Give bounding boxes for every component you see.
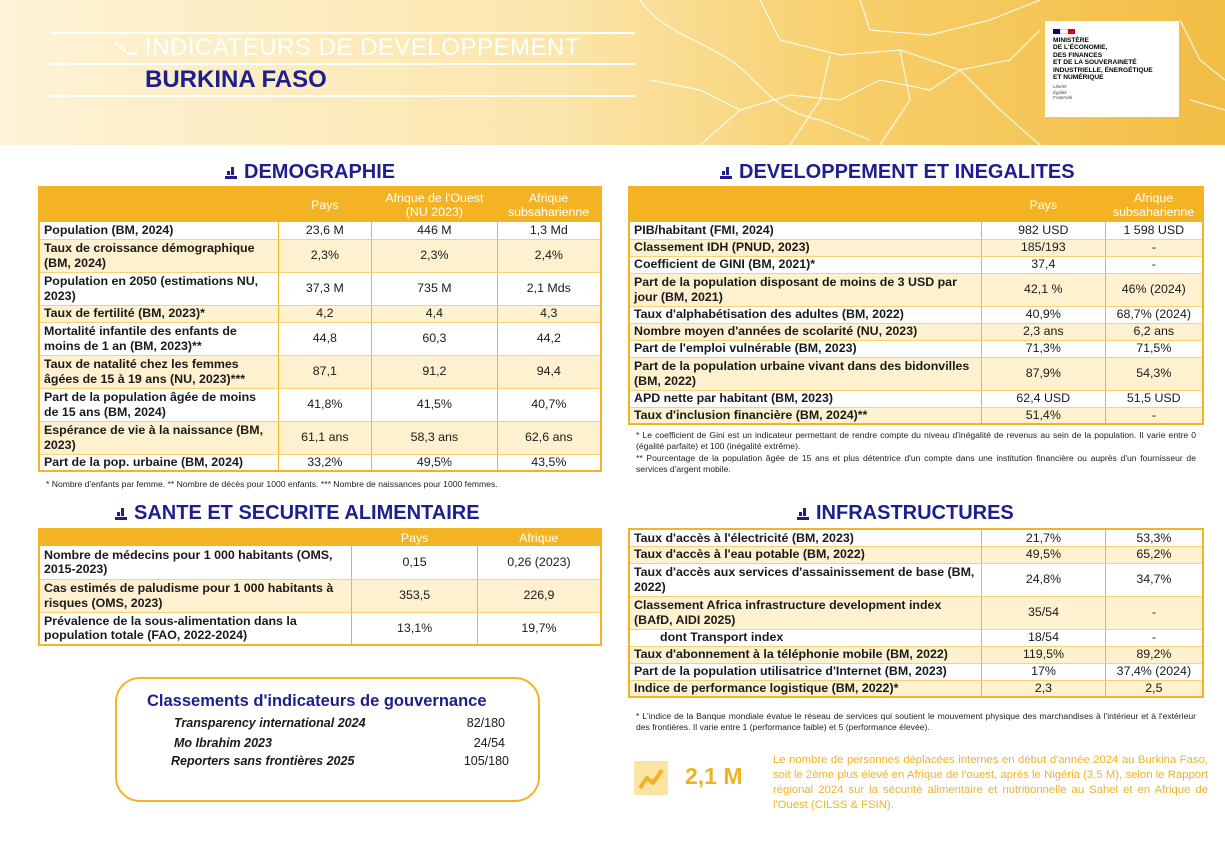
row-value: 18/54 <box>982 629 1106 646</box>
table-row <box>39 272 601 305</box>
table-row <box>629 546 1203 563</box>
governance-title: Classements d'indicateurs de gouvernance <box>147 692 487 710</box>
sante-table <box>38 528 602 646</box>
row-value: 353,5 <box>352 579 478 612</box>
row-value: 40,9% <box>982 306 1106 323</box>
row-label: Coefficient de GINI (BM, 2021)* <box>629 256 982 273</box>
row-value: 37,4 <box>982 256 1106 273</box>
table-row <box>629 256 1203 273</box>
table-row <box>39 239 601 272</box>
row-value: 44,2 <box>497 322 601 355</box>
row-label: Classement Africa infrastructure development index (BAfD, AIDI 2025) <box>629 596 982 629</box>
row-value: 4,4 <box>372 305 497 322</box>
table-row <box>629 273 1203 306</box>
row-value: 2,3 ans <box>982 323 1106 340</box>
row-value: 51,4% <box>982 407 1106 424</box>
header-banner <box>0 0 1225 145</box>
row-value: 87,1 <box>278 355 372 388</box>
row-label: Part de la population urbaine vivant dans des bidonvilles (BM, 2022) <box>629 357 982 390</box>
row-value: - <box>1105 596 1203 629</box>
row-value: 19,7% <box>477 612 601 645</box>
republic-motto: Liberté Égalité Fraternité <box>1053 84 1073 101</box>
trend-up-glyph <box>634 761 668 795</box>
row-value: 4,3 <box>497 305 601 322</box>
row-label: Taux d'accès à l'électricité (BM, 2023) <box>629 529 982 546</box>
bar-chart-icon <box>225 167 237 179</box>
row-value: 34,7% <box>1105 563 1203 596</box>
row-value: 13,1% <box>352 612 478 645</box>
row-value: 49,5% <box>372 454 497 471</box>
row-value: 185/193 <box>982 239 1106 256</box>
row-label: Mortalité infantile des enfants de moins de 1 an (BM, 2023)** <box>39 322 278 355</box>
row-label: Taux d'abonnement à la téléphonie mobile (BM, 2022) <box>629 646 982 663</box>
row-value: 60,3 <box>372 322 497 355</box>
row-value: 1,3 Md <box>497 222 601 239</box>
table-row <box>629 629 1203 646</box>
column-header: Pays <box>352 529 478 546</box>
governance-value: 105/180 <box>463 754 509 768</box>
governance-value: 82/180 <box>466 716 505 730</box>
column-header: Pays <box>278 187 372 222</box>
infrastructures-table <box>628 528 1204 698</box>
row-value: 58,3 ans <box>372 421 497 454</box>
row-label: Taux de natalité chez les femmes âgées de 15 à 19 ans (NU, 2023)*** <box>39 355 278 388</box>
section-title-infrastructures <box>797 502 1014 525</box>
row-value: 94,4 <box>497 355 601 388</box>
row-label: Taux de croissance démographique (BM, 2024) <box>39 239 278 272</box>
row-value: 23,6 M <box>278 222 372 239</box>
row-value: 226,9 <box>477 579 601 612</box>
country-name: BURKINA FASO <box>145 66 327 93</box>
row-value: 40,7% <box>497 388 601 421</box>
row-value: 2,3 <box>982 680 1106 697</box>
row-value: 91,2 <box>372 355 497 388</box>
developpement-footnote-1: * Le coefficient de Gini est un indicateur permettant de rendre compte du niveau d'inégalité de revenus au sein de la population. Il varie entre 0 (égalité parfaite) et 100 (inégalité extrême). <box>636 430 1196 451</box>
table-row <box>39 612 601 645</box>
row-value: 21,7% <box>982 529 1106 546</box>
row-value: 71,5% <box>1105 340 1203 357</box>
table-row <box>629 529 1203 546</box>
bar-chart-icon <box>797 508 809 520</box>
section-title-text: DEVELOPPEMENT ET INEGALITES <box>739 161 1075 183</box>
row-label: Part de la population âgée de moins de 15 ans (BM, 2024) <box>39 388 278 421</box>
section-title-text: INFRASTRUCTURES <box>816 502 1014 524</box>
row-value: 46% (2024) <box>1105 273 1203 306</box>
row-label: Taux d'accès aux services d'assainissement de base (BM, 2022) <box>629 563 982 596</box>
table-row <box>629 323 1203 340</box>
row-value: 2,1 Mds <box>497 272 601 305</box>
report-title-text: INDICATEURS DE DEVELOPPEMENT <box>145 34 580 61</box>
row-label: PIB/habitant (FMI, 2024) <box>629 222 982 239</box>
row-value: 35/54 <box>982 596 1106 629</box>
row-label: Taux de fertilité (BM, 2023)* <box>39 305 278 322</box>
governance-label: Transparency international 2024 <box>174 716 366 730</box>
column-header: Afrique de l'Ouest (NU 2023) <box>372 187 497 222</box>
row-value: 2,3% <box>372 239 497 272</box>
table-row <box>629 340 1203 357</box>
header-rule-mid <box>50 63 635 65</box>
table-row <box>629 357 1203 390</box>
table-row <box>39 388 601 421</box>
table-row <box>629 596 1203 629</box>
table-row <box>39 355 601 388</box>
row-value: 982 USD <box>982 222 1106 239</box>
row-value: 62,6 ans <box>497 421 601 454</box>
row-value: 2,4% <box>497 239 601 272</box>
row-value: 49,5% <box>982 546 1106 563</box>
table-row <box>629 407 1203 424</box>
column-header: Afrique subsaharienne <box>497 187 601 222</box>
row-label: Taux d'accès à l'eau potable (BM, 2022) <box>629 546 982 563</box>
row-label: Population en 2050 (estimations NU, 2023) <box>39 272 278 305</box>
row-label: Indice de performance logistique (BM, 2022)* <box>629 680 982 697</box>
table-row <box>39 322 601 355</box>
row-value: 41,5% <box>372 388 497 421</box>
row-value: 42,1 % <box>982 273 1106 306</box>
row-label: dont Transport index <box>629 629 982 646</box>
row-value: 65,2% <box>1105 546 1203 563</box>
row-value: 446 M <box>372 222 497 239</box>
displaced-persons-text: Le nombre de personnes déplacées internes en début d'année 2024 au Burkina Faso, soit le 2ème plus élevé en Afrique de l'ouest, après le Nigéria (3,5 M), selon le Rapport régional 2024 sur la sécurité alimentaire et nutritionnelle au Sahel et en Afrique de l'Ouest (CILSS & FSIN). <box>773 754 1208 811</box>
row-value: 51,5 USD <box>1105 390 1203 407</box>
displaced-persons-figure: 2,1 M <box>685 763 743 789</box>
row-value: 119,5% <box>982 646 1106 663</box>
section-title-text: DEMOGRAPHIE <box>244 161 396 183</box>
row-value: 2,3% <box>278 239 372 272</box>
row-value: 71,3% <box>982 340 1106 357</box>
section-title-text: SANTE ET SECURITE ALIMENTAIRE <box>134 502 480 524</box>
row-value: 68,7% (2024) <box>1105 306 1203 323</box>
section-title-demographie <box>225 161 395 184</box>
row-value: 735 M <box>372 272 497 305</box>
row-label: Nombre de médecins pour 1 000 habitants (OMS, 2015-2023) <box>39 546 352 579</box>
ministry-name: MINISTÈRE DE L'ÉCONOMIE, DES FINANCES ET DE LA SOUVERAINETÉ INDUSTRIELLE, ÉNERGÉTIQUE ET NUMÉRIQUE <box>1053 37 1153 82</box>
column-header <box>629 187 982 222</box>
row-value: 0,15 <box>352 546 478 579</box>
row-value: - <box>1105 239 1203 256</box>
bar-chart-icon <box>720 167 732 179</box>
demographie-footnote: * Nombre d'enfants par femme. ** Nombre de décès pour 1000 enfants. *** Nombre de naissances pour 1000 femmes. <box>46 479 498 489</box>
row-value: 44,8 <box>278 322 372 355</box>
row-value: 43,5% <box>497 454 601 471</box>
governance-rankings-box <box>115 677 540 802</box>
column-header: Pays <box>982 187 1106 222</box>
row-label: Part de l'emploi vulnérable (BM, 2023) <box>629 340 982 357</box>
column-header <box>39 529 352 546</box>
column-header: Afrique <box>477 529 601 546</box>
ministry-logo <box>1045 21 1179 117</box>
governance-value: 24/54 <box>473 736 505 750</box>
demographie-table <box>38 186 602 472</box>
row-label: Cas estimés de paludisme pour 1 000 habitants à risques (OMS, 2023) <box>39 579 352 612</box>
row-label: Part de la pop. urbaine (BM, 2024) <box>44 455 243 469</box>
row-value: 54,3% <box>1105 357 1203 390</box>
row-label: Prévalence de la sous-alimentation dans la population totale (FAO, 2022-2024) <box>44 613 297 643</box>
table-row <box>39 454 601 471</box>
row-value: 61,1 ans <box>278 421 372 454</box>
table-row <box>629 563 1203 596</box>
bar-chart-icon <box>115 508 127 520</box>
row-value: 62,4 USD <box>982 390 1106 407</box>
bar-chart-icon <box>115 40 137 56</box>
row-value: 41,8% <box>278 388 372 421</box>
column-header: Afrique subsaharienne <box>1105 187 1203 222</box>
row-value: 0,26 (2023) <box>477 546 601 579</box>
table-row <box>629 390 1203 407</box>
row-value: 4,2 <box>278 305 372 322</box>
row-value: 6,2 ans <box>1105 323 1203 340</box>
row-label: APD nette par habitant (BM, 2023) <box>629 390 982 407</box>
row-label: Taux d'alphabétisation des adultes (BM, 2022) <box>629 306 982 323</box>
table-row <box>629 680 1203 697</box>
header-rule-bottom <box>50 95 635 97</box>
table-row <box>629 646 1203 663</box>
row-value: 33,2% <box>278 454 372 471</box>
infrastructures-footnote: * L'indice de la Banque mondiale évalue le réseau de services qui soutient le mouvement physique des marchandises à l'intérieur et à l'extérieur des frontières. Il varie entre 1 (performance faible) et 5 (performance élevée). <box>636 711 1196 732</box>
table-row <box>39 546 601 579</box>
governance-label: Mo Ibrahim 2023 <box>174 736 272 750</box>
trend-up-icon <box>634 761 668 795</box>
row-value: 53,3% <box>1105 529 1203 546</box>
row-value: 37,4% (2024) <box>1105 663 1203 680</box>
row-label: Nombre moyen d'années de scolarité (NU, 2023) <box>629 323 982 340</box>
table-row <box>629 222 1203 239</box>
row-value: - <box>1105 629 1203 646</box>
governance-label: Reporters sans frontières 2025 <box>171 754 355 768</box>
row-label: Espérance de vie à la naissance (BM, 2023) <box>39 421 278 454</box>
french-flag-icon <box>1053 29 1075 34</box>
section-title-developpement <box>720 161 1075 184</box>
row-label: Classement IDH (PNUD, 2023) <box>629 239 982 256</box>
row-value: 37,3 M <box>278 272 372 305</box>
row-value: 24,8% <box>982 563 1106 596</box>
table-row <box>39 579 601 612</box>
row-label: Part de la population disposant de moins de 3 USD par jour (BM, 2021) <box>629 273 982 306</box>
table-row <box>629 306 1203 323</box>
row-value: 1 598 USD <box>1105 222 1203 239</box>
row-value: 87,9% <box>982 357 1106 390</box>
row-value: 2,5 <box>1105 680 1203 697</box>
column-header <box>39 187 278 222</box>
row-value: - <box>1105 256 1203 273</box>
row-value: - <box>1105 407 1203 424</box>
table-row <box>629 239 1203 256</box>
row-label: Part de la population utilisatrice d'Internet (BM, 2023) <box>629 663 982 680</box>
row-label: Taux d'inclusion financière (BM, 2024)** <box>629 407 982 424</box>
section-title-sante <box>115 502 480 525</box>
table-row <box>39 222 601 239</box>
table-row <box>39 305 601 322</box>
report-title <box>115 34 580 62</box>
table-row <box>629 663 1203 680</box>
table-row <box>39 421 601 454</box>
row-value: 17% <box>982 663 1106 680</box>
developpement-footnote-2: ** Pourcentage de la population âgée de 15 ans et plus détentrice d'un compte dans une institution financière ou auprès d'un fournisseur de services d'argent mobile. <box>636 453 1196 474</box>
row-value: 89,2% <box>1105 646 1203 663</box>
developpement-table <box>628 186 1204 425</box>
row-label: Population (BM, 2024) <box>39 222 278 239</box>
